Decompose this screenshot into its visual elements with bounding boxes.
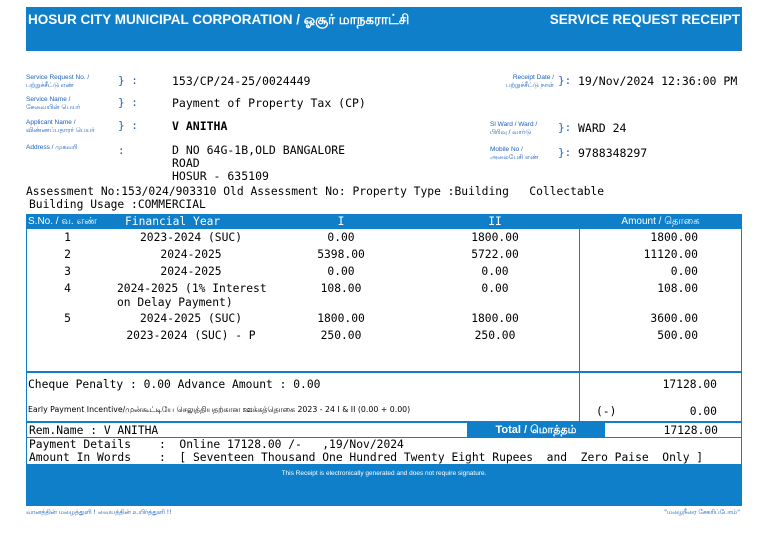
cell-amount: 0.00	[670, 265, 698, 278]
building-usage-line: Building Usage :COMMERCIAL	[29, 198, 206, 211]
applicant-name-row	[26, 119, 227, 134]
cell-sno: 3	[64, 265, 71, 278]
footer-slogan-right: "மழைநீரை சேகரிப்போம்"	[664, 509, 740, 516]
amount-in-words-label: Amount In Words	[29, 451, 132, 464]
cell-sno: 5	[64, 312, 71, 325]
col-sno: S.No. / வ. எண்	[26, 214, 111, 229]
receipt-footer	[26, 464, 742, 506]
cell-ii: 5722.00	[471, 248, 519, 261]
cell-ii: 1800.00	[471, 231, 519, 244]
mobile-label: Mobile No / அலைபேசி எண்	[490, 146, 539, 161]
cheque-penalty: Cheque Penalty : 0.00 Advance Amount : 0.00	[28, 378, 321, 391]
separator: }:	[558, 146, 572, 159]
subtotal-amount: 17128.00	[662, 378, 717, 391]
receipt-date-label: Receipt Date / பற்றுச்சீட்டு நாள்	[505, 74, 554, 89]
cell-i: 0.00	[327, 265, 355, 278]
cell-amount: 3600.00	[650, 312, 698, 325]
ward-value: WARD 24	[578, 121, 627, 135]
mobile-value: 9788348297	[578, 146, 648, 160]
cell-i: 5398.00	[317, 248, 365, 261]
cell-amount: 108.00	[657, 282, 698, 295]
cell-year: 2023-2024 (SUC) - P	[126, 329, 256, 342]
table-row	[26, 229, 742, 246]
cell-ii: 0.00	[481, 265, 509, 278]
cell-i: 250.00	[320, 329, 362, 342]
cell-i: 108.00	[320, 282, 362, 295]
cell-amount: 11120.00	[643, 248, 698, 261]
footer-slogan-left: வானத்தின் மழைத்துளி ! வையத்தின் உயிர்த்துளி !!	[26, 509, 172, 516]
cell-ii: 0.00	[481, 282, 509, 295]
receipt	[26, 7, 742, 516]
cell-amount: 500.00	[657, 329, 698, 342]
table-row	[26, 327, 742, 344]
cell-i: 1800.00	[317, 312, 365, 325]
separator: } :	[118, 96, 138, 109]
cell-year: 2023-2024 (SUC)	[139, 231, 243, 244]
cell-sno: 2	[64, 248, 71, 261]
table-row	[26, 280, 742, 310]
footer-note: This Receipt is electronically generated and does not require signature.	[281, 470, 487, 477]
payment-details-label: Payment Details	[29, 438, 132, 451]
applicant-name-value: V ANITHA	[172, 119, 228, 133]
col-year: Financial Year	[111, 214, 271, 229]
rem-name: Rem.Name : V ANITHA	[29, 424, 159, 437]
separator: }:	[558, 74, 572, 87]
table-row	[26, 263, 742, 280]
col-ii: II	[411, 214, 579, 229]
assessment-info	[26, 185, 742, 211]
cell-ii: 250.00	[474, 329, 516, 342]
total-row	[26, 422, 742, 438]
cell-sno: 4	[64, 282, 71, 295]
receipt-header	[26, 7, 742, 51]
address-value: D NO 64G-1B,OLD BANGALORE ROAD HOSUR - 635109	[172, 143, 346, 183]
cell-i: 0.00	[327, 231, 355, 244]
cell-sno: 1	[64, 231, 71, 244]
early-amount: 0.00	[689, 405, 717, 418]
col-amount: Amount / தொகை	[579, 214, 742, 229]
total-label: Total / மொத்தம்	[467, 422, 605, 438]
corporation-title: HOSUR CITY MUNICIPAL CORPORATION / ஓசூர் மாநகராட்சி	[28, 12, 410, 27]
info-block	[26, 51, 742, 183]
amount-in-words-row	[29, 451, 741, 464]
service-request-no-row	[26, 74, 310, 89]
separator: } :	[118, 74, 138, 87]
service-name-value: Payment of Property Tax (CP)	[172, 96, 366, 110]
mobile-row	[490, 146, 647, 161]
payment-details-value: : Online 17128.00 /- ,19/Nov/2024	[159, 438, 404, 451]
service-name-label: Service Name / சேவையின் பெயர்	[26, 96, 81, 111]
col-i: I	[271, 214, 411, 229]
assessment-line: Assessment No:153/024/903310 Old Assessment No: Property Type :Building Collectable	[26, 185, 605, 198]
fee-table	[26, 214, 742, 344]
receipt-date-value: 19/Nov/2024 12:36:00 PM	[578, 74, 738, 88]
payment-details-row	[29, 438, 741, 451]
receipt-date-row	[490, 74, 737, 89]
address-row	[26, 144, 345, 183]
cell-year: 2024-2025	[160, 265, 222, 278]
service-request-no-value: 153/CP/24-25/0024449	[172, 74, 311, 88]
table-row	[26, 246, 742, 263]
payment-details	[26, 438, 742, 464]
cell-year: 2024-2025 (1% Interest on Delay Payment)	[117, 282, 267, 309]
ward-label: Sl Ward / Ward / பிரிவு / வார்டு	[490, 121, 538, 136]
cell-year: 2024-2025	[160, 248, 222, 261]
applicant-name-label: Applicant Name / விண்ணப்பதாரர் பெயர்	[26, 119, 95, 134]
separator: } :	[118, 119, 138, 132]
total-amount: 17128.00	[663, 424, 718, 437]
amount-in-words-value: : [ Seventeen Thousand One Hundred Twenty Eight Rupees and Zero Paise Only ]	[159, 451, 704, 464]
separator: }:	[558, 121, 572, 134]
summary-divider	[579, 372, 580, 422]
receipt-title: SERVICE REQUEST RECEIPT	[549, 12, 740, 27]
service-request-no-label: Service Request No. / பற்றுச்சீட்டு எண்	[26, 74, 90, 89]
cell-year: 2024-2025 (SUC)	[139, 312, 243, 325]
fee-table-header	[26, 214, 742, 229]
cell-amount: 1800.00	[650, 231, 698, 244]
address-label: Address / முகவரி	[26, 144, 78, 151]
early-payment-incentive: Early Payment Incentive/முன்கூட்டியே செலுத்தியதற்கான ஊக்கத்தொகை 2023 - 24 I & II (0.00 + 0.00)	[28, 405, 411, 414]
cell-sno	[26, 327, 111, 344]
separator: :	[118, 144, 125, 157]
table-row	[26, 310, 742, 327]
service-name-row	[26, 96, 366, 111]
cell-ii: 1800.00	[471, 312, 519, 325]
early-sign: (-)	[596, 405, 617, 418]
ward-row	[490, 121, 626, 136]
